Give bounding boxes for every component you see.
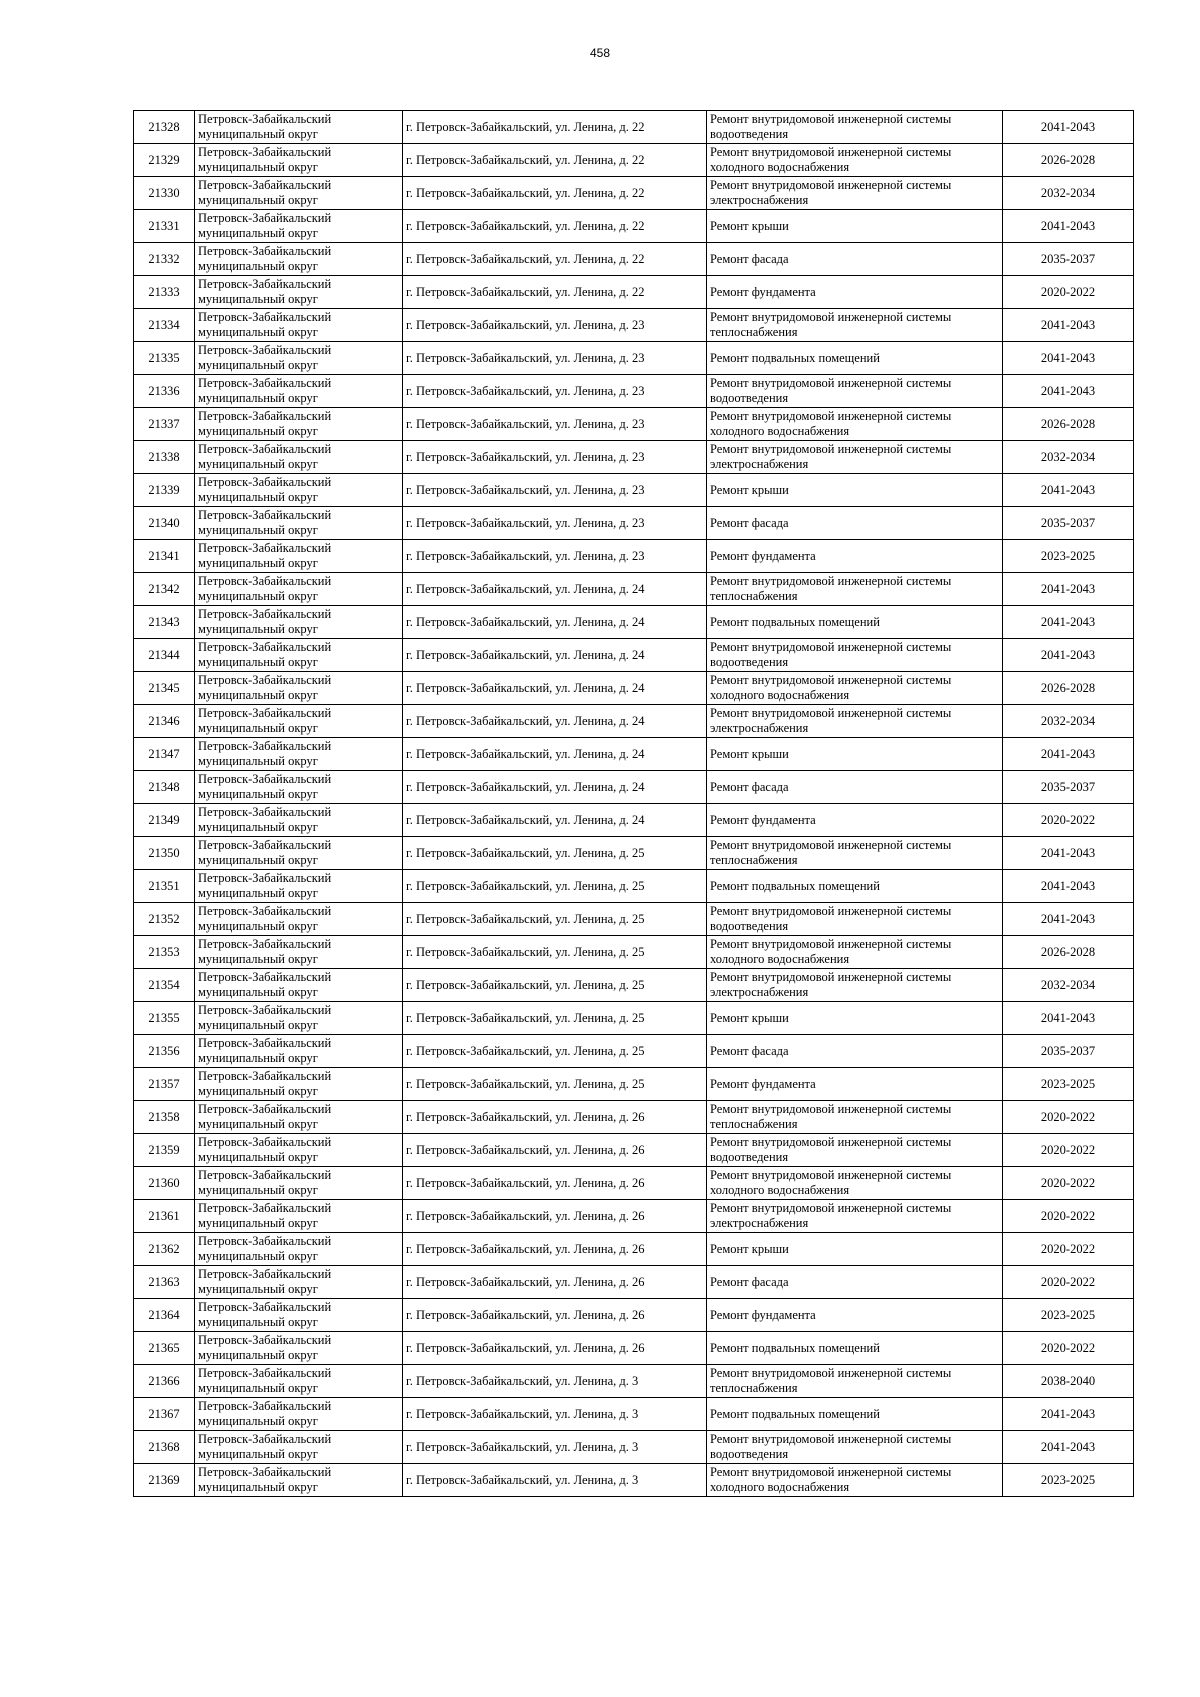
address-cell: г. Петровск-Забайкальский, ул. Ленина, д. 23 [403,441,707,474]
address-cell: г. Петровск-Забайкальский, ул. Ленина, д. 25 [403,936,707,969]
period-cell: 2020-2022 [1003,1233,1134,1266]
row-number: 21363 [134,1266,195,1299]
municipality-cell: Петровск-Забайкальский муниципальный округ [195,309,403,342]
work-type-cell: Ремонт внутридомовой инженерной системы теплоснабжения [707,309,1003,342]
table-body [134,111,1134,1497]
period-cell: 2020-2022 [1003,1200,1134,1233]
period-cell: 2041-2043 [1003,639,1134,672]
municipality-cell: Петровск-Забайкальский муниципальный округ [195,771,403,804]
municipality-cell: Петровск-Забайкальский муниципальный округ [195,606,403,639]
table-row [134,375,1134,408]
period-cell: 2041-2043 [1003,375,1134,408]
row-number: 21362 [134,1233,195,1266]
address-cell: г. Петровск-Забайкальский, ул. Ленина, д. 25 [403,1035,707,1068]
table-row [134,1398,1134,1431]
row-number: 21345 [134,672,195,705]
period-cell: 2026-2028 [1003,144,1134,177]
municipality-cell: Петровск-Забайкальский муниципальный округ [195,870,403,903]
table-row [134,672,1134,705]
work-type-cell: Ремонт крыши [707,738,1003,771]
period-cell: 2032-2034 [1003,441,1134,474]
row-number: 21356 [134,1035,195,1068]
row-number: 21369 [134,1464,195,1497]
table-row [134,1431,1134,1464]
period-cell: 2020-2022 [1003,1332,1134,1365]
municipality-cell: Петровск-Забайкальский муниципальный округ [195,441,403,474]
work-type-cell: Ремонт внутридомовой инженерной системы теплоснабжения [707,1365,1003,1398]
municipality-cell: Петровск-Забайкальский муниципальный округ [195,1398,403,1431]
address-cell: г. Петровск-Забайкальский, ул. Ленина, д. 25 [403,903,707,936]
period-cell: 2020-2022 [1003,1134,1134,1167]
table-row [134,1365,1134,1398]
work-type-cell: Ремонт подвальных помещений [707,606,1003,639]
period-cell: 2035-2037 [1003,771,1134,804]
row-number: 21367 [134,1398,195,1431]
table-row [134,771,1134,804]
table-row [134,1167,1134,1200]
period-cell: 2026-2028 [1003,408,1134,441]
period-cell: 2035-2037 [1003,243,1134,276]
period-cell: 2041-2043 [1003,738,1134,771]
work-type-cell: Ремонт фундамента [707,804,1003,837]
row-number: 21332 [134,243,195,276]
address-cell: г. Петровск-Забайкальский, ул. Ленина, д. 24 [403,573,707,606]
row-number: 21354 [134,969,195,1002]
address-cell: г. Петровск-Забайкальский, ул. Ленина, д. 24 [403,705,707,738]
table-row [134,243,1134,276]
municipality-cell: Петровск-Забайкальский муниципальный округ [195,474,403,507]
table-row [134,144,1134,177]
table-row [134,177,1134,210]
address-cell: г. Петровск-Забайкальский, ул. Ленина, д. 23 [403,375,707,408]
table-row [134,342,1134,375]
work-type-cell: Ремонт крыши [707,1002,1003,1035]
address-cell: г. Петровск-Забайкальский, ул. Ленина, д. 26 [403,1200,707,1233]
address-cell: г. Петровск-Забайкальский, ул. Ленина, д. 22 [403,177,707,210]
row-number: 21365 [134,1332,195,1365]
table-row [134,540,1134,573]
address-cell: г. Петровск-Забайкальский, ул. Ленина, д. 3 [403,1398,707,1431]
table-row [134,969,1134,1002]
period-cell: 2020-2022 [1003,276,1134,309]
row-number: 21330 [134,177,195,210]
work-type-cell: Ремонт фасада [707,507,1003,540]
table-row [134,474,1134,507]
row-number: 21358 [134,1101,195,1134]
table-row [134,573,1134,606]
period-cell: 2035-2037 [1003,507,1134,540]
row-number: 21335 [134,342,195,375]
address-cell: г. Петровск-Забайкальский, ул. Ленина, д. 24 [403,804,707,837]
address-cell: г. Петровск-Забайкальский, ул. Ленина, д. 22 [403,276,707,309]
period-cell: 2032-2034 [1003,969,1134,1002]
row-number: 21329 [134,144,195,177]
period-cell: 2041-2043 [1003,474,1134,507]
municipality-cell: Петровск-Забайкальский муниципальный округ [195,639,403,672]
row-number: 21364 [134,1299,195,1332]
work-type-cell: Ремонт внутридомовой инженерной системы теплоснабжения [707,837,1003,870]
work-type-cell: Ремонт внутридомовой инженерной системы холодного водоснабжения [707,408,1003,441]
table-row [134,1464,1134,1497]
row-number: 21350 [134,837,195,870]
work-type-cell: Ремонт внутридомовой инженерной системы водоотведения [707,639,1003,672]
work-type-cell: Ремонт внутридомовой инженерной системы водоотведения [707,375,1003,408]
municipality-cell: Петровск-Забайкальский муниципальный округ [195,144,403,177]
work-type-cell: Ремонт фасада [707,243,1003,276]
municipality-cell: Петровск-Забайкальский муниципальный округ [195,375,403,408]
row-number: 21360 [134,1167,195,1200]
address-cell: г. Петровск-Забайкальский, ул. Ленина, д. 26 [403,1101,707,1134]
municipality-cell: Петровск-Забайкальский муниципальный округ [195,1068,403,1101]
municipality-cell: Петровск-Забайкальский муниципальный округ [195,936,403,969]
row-number: 21344 [134,639,195,672]
address-cell: г. Петровск-Забайкальский, ул. Ленина, д. 24 [403,606,707,639]
table-row [134,1299,1134,1332]
work-type-cell: Ремонт фундамента [707,276,1003,309]
page-number: 458 [589,46,611,60]
work-type-cell: Ремонт внутридомовой инженерной системы холодного водоснабжения [707,672,1003,705]
work-type-cell: Ремонт подвальных помещений [707,1398,1003,1431]
table-row [134,1068,1134,1101]
municipality-cell: Петровск-Забайкальский муниципальный округ [195,177,403,210]
address-cell: г. Петровск-Забайкальский, ул. Ленина, д. 24 [403,738,707,771]
municipality-cell: Петровск-Забайкальский муниципальный округ [195,1299,403,1332]
row-number: 21351 [134,870,195,903]
row-number: 21355 [134,1002,195,1035]
row-number: 21349 [134,804,195,837]
address-cell: г. Петровск-Забайкальский, ул. Ленина, д. 3 [403,1365,707,1398]
period-cell: 2023-2025 [1003,540,1134,573]
table-row [134,804,1134,837]
table-row [134,111,1134,144]
municipality-cell: Петровск-Забайкальский муниципальный округ [195,903,403,936]
work-type-cell: Ремонт внутридомовой инженерной системы холодного водоснабжения [707,1167,1003,1200]
municipality-cell: Петровск-Забайкальский муниципальный округ [195,705,403,738]
work-type-cell: Ремонт внутридомовой инженерной системы электроснабжения [707,969,1003,1002]
municipality-cell: Петровск-Забайкальский муниципальный округ [195,1101,403,1134]
municipality-cell: Петровск-Забайкальский муниципальный округ [195,1200,403,1233]
municipality-cell: Петровск-Забайкальский муниципальный округ [195,1233,403,1266]
municipality-cell: Петровск-Забайкальский муниципальный округ [195,276,403,309]
address-cell: г. Петровск-Забайкальский, ул. Ленина, д. 23 [403,507,707,540]
address-cell: г. Петровск-Забайкальский, ул. Ленина, д. 22 [403,111,707,144]
address-cell: г. Петровск-Забайкальский, ул. Ленина, д. 23 [403,309,707,342]
row-number: 21353 [134,936,195,969]
address-cell: г. Петровск-Забайкальский, ул. Ленина, д. 23 [403,474,707,507]
work-type-cell: Ремонт внутридомовой инженерной системы электроснабжения [707,705,1003,738]
address-cell: г. Петровск-Забайкальский, ул. Ленина, д. 25 [403,1068,707,1101]
municipality-cell: Петровск-Забайкальский муниципальный округ [195,1332,403,1365]
row-number: 21343 [134,606,195,639]
work-type-cell: Ремонт внутридомовой инженерной системы электроснабжения [707,177,1003,210]
table-row [134,309,1134,342]
work-type-cell: Ремонт внутридомовой инженерной системы водоотведения [707,1431,1003,1464]
address-cell: г. Петровск-Забайкальский, ул. Ленина, д. 26 [403,1167,707,1200]
repair-schedule-table [133,110,1134,1497]
municipality-cell: Петровск-Забайкальский муниципальный округ [195,1134,403,1167]
address-cell: г. Петровск-Забайкальский, ул. Ленина, д. 26 [403,1299,707,1332]
table-row [134,1035,1134,1068]
period-cell: 2020-2022 [1003,1167,1134,1200]
period-cell: 2026-2028 [1003,672,1134,705]
period-cell: 2032-2034 [1003,177,1134,210]
table-row [134,1332,1134,1365]
table-row [134,441,1134,474]
address-cell: г. Петровск-Забайкальский, ул. Ленина, д. 23 [403,408,707,441]
address-cell: г. Петровск-Забайкальский, ул. Ленина, д. 22 [403,243,707,276]
row-number: 21328 [134,111,195,144]
period-cell: 2041-2043 [1003,1398,1134,1431]
period-cell: 2020-2022 [1003,804,1134,837]
row-number: 21348 [134,771,195,804]
address-cell: г. Петровск-Забайкальский, ул. Ленина, д. 24 [403,672,707,705]
address-cell: г. Петровск-Забайкальский, ул. Ленина, д. 23 [403,342,707,375]
row-number: 21334 [134,309,195,342]
row-number: 21340 [134,507,195,540]
table-row [134,606,1134,639]
row-number: 21338 [134,441,195,474]
row-number: 21336 [134,375,195,408]
work-type-cell: Ремонт подвальных помещений [707,870,1003,903]
address-cell: г. Петровск-Забайкальский, ул. Ленина, д. 24 [403,639,707,672]
table-row [134,1266,1134,1299]
period-cell: 2023-2025 [1003,1068,1134,1101]
address-cell: г. Петровск-Забайкальский, ул. Ленина, д. 25 [403,1002,707,1035]
table-row [134,870,1134,903]
work-type-cell: Ремонт внутридомовой инженерной системы холодного водоснабжения [707,936,1003,969]
period-cell: 2041-2043 [1003,111,1134,144]
table-row [134,705,1134,738]
municipality-cell: Петровск-Забайкальский муниципальный округ [195,1035,403,1068]
work-type-cell: Ремонт внутридомовой инженерной системы теплоснабжения [707,573,1003,606]
work-type-cell: Ремонт фасада [707,1035,1003,1068]
row-number: 21359 [134,1134,195,1167]
table-row [134,1200,1134,1233]
work-type-cell: Ремонт крыши [707,210,1003,243]
row-number: 21368 [134,1431,195,1464]
work-type-cell: Ремонт фундамента [707,540,1003,573]
municipality-cell: Петровск-Забайкальский муниципальный округ [195,342,403,375]
municipality-cell: Петровск-Забайкальский муниципальный округ [195,804,403,837]
period-cell: 2041-2043 [1003,342,1134,375]
period-cell: 2026-2028 [1003,936,1134,969]
municipality-cell: Петровск-Забайкальский муниципальный округ [195,111,403,144]
address-cell: г. Петровск-Забайкальский, ул. Ленина, д. 26 [403,1134,707,1167]
municipality-cell: Петровск-Забайкальский муниципальный округ [195,672,403,705]
municipality-cell: Петровск-Забайкальский муниципальный округ [195,837,403,870]
work-type-cell: Ремонт крыши [707,1233,1003,1266]
address-cell: г. Петровск-Забайкальский, ул. Ленина, д. 26 [403,1233,707,1266]
period-cell: 2023-2025 [1003,1464,1134,1497]
work-type-cell: Ремонт внутридомовой инженерной системы водоотведения [707,903,1003,936]
work-type-cell: Ремонт внутридомовой инженерной системы теплоснабжения [707,1101,1003,1134]
period-cell: 2041-2043 [1003,606,1134,639]
period-cell: 2020-2022 [1003,1101,1134,1134]
row-number: 21361 [134,1200,195,1233]
row-number: 21342 [134,573,195,606]
municipality-cell: Петровск-Забайкальский муниципальный округ [195,1365,403,1398]
municipality-cell: Петровск-Забайкальский муниципальный округ [195,408,403,441]
municipality-cell: Петровск-Забайкальский муниципальный округ [195,1431,403,1464]
row-number: 21346 [134,705,195,738]
municipality-cell: Петровск-Забайкальский муниципальный округ [195,1167,403,1200]
table-row [134,738,1134,771]
address-cell: г. Петровск-Забайкальский, ул. Ленина, д. 25 [403,969,707,1002]
work-type-cell: Ремонт внутридомовой инженерной системы водоотведения [707,111,1003,144]
address-cell: г. Петровск-Забайкальский, ул. Ленина, д. 22 [403,210,707,243]
municipality-cell: Петровск-Забайкальский муниципальный округ [195,738,403,771]
table-row [134,639,1134,672]
table-row [134,1002,1134,1035]
municipality-cell: Петровск-Забайкальский муниципальный округ [195,1002,403,1035]
work-type-cell: Ремонт внутридомовой инженерной системы водоотведения [707,1134,1003,1167]
period-cell: 2041-2043 [1003,309,1134,342]
period-cell: 2020-2022 [1003,1266,1134,1299]
work-type-cell: Ремонт крыши [707,474,1003,507]
address-cell: г. Петровск-Забайкальский, ул. Ленина, д. 26 [403,1332,707,1365]
row-number: 21339 [134,474,195,507]
work-type-cell: Ремонт фундамента [707,1068,1003,1101]
row-number: 21333 [134,276,195,309]
municipality-cell: Петровск-Забайкальский муниципальный округ [195,540,403,573]
municipality-cell: Петровск-Забайкальский муниципальный округ [195,210,403,243]
row-number: 21357 [134,1068,195,1101]
period-cell: 2041-2043 [1003,1002,1134,1035]
address-cell: г. Петровск-Забайкальский, ул. Ленина, д. 3 [403,1464,707,1497]
period-cell: 2032-2034 [1003,705,1134,738]
row-number: 21352 [134,903,195,936]
address-cell: г. Петровск-Забайкальский, ул. Ленина, д. 3 [403,1431,707,1464]
table-row [134,936,1134,969]
period-cell: 2041-2043 [1003,210,1134,243]
row-number: 21366 [134,1365,195,1398]
work-type-cell: Ремонт внутридомовой инженерной системы электроснабжения [707,1200,1003,1233]
period-cell: 2041-2043 [1003,870,1134,903]
work-type-cell: Ремонт фасада [707,771,1003,804]
row-number: 21337 [134,408,195,441]
municipality-cell: Петровск-Забайкальский муниципальный округ [195,573,403,606]
work-type-cell: Ремонт фасада [707,1266,1003,1299]
row-number: 21341 [134,540,195,573]
work-type-cell: Ремонт подвальных помещений [707,342,1003,375]
table-row [134,1233,1134,1266]
period-cell: 2041-2043 [1003,903,1134,936]
table-row [134,408,1134,441]
municipality-cell: Петровск-Забайкальский муниципальный округ [195,969,403,1002]
address-cell: г. Петровск-Забайкальский, ул. Ленина, д. 26 [403,1266,707,1299]
row-number: 21331 [134,210,195,243]
table-row [134,1101,1134,1134]
address-cell: г. Петровск-Забайкальский, ул. Ленина, д. 24 [403,771,707,804]
period-cell: 2041-2043 [1003,837,1134,870]
table-row [134,1134,1134,1167]
address-cell: г. Петровск-Забайкальский, ул. Ленина, д. 25 [403,837,707,870]
period-cell: 2041-2043 [1003,1431,1134,1464]
table-row [134,837,1134,870]
municipality-cell: Петровск-Забайкальский муниципальный округ [195,243,403,276]
work-type-cell: Ремонт внутридомовой инженерной системы холодного водоснабжения [707,1464,1003,1497]
municipality-cell: Петровск-Забайкальский муниципальный округ [195,1464,403,1497]
period-cell: 2023-2025 [1003,1299,1134,1332]
table-row [134,276,1134,309]
period-cell: 2038-2040 [1003,1365,1134,1398]
work-type-cell: Ремонт подвальных помещений [707,1332,1003,1365]
work-type-cell: Ремонт внутридомовой инженерной системы электроснабжения [707,441,1003,474]
table-row [134,507,1134,540]
address-cell: г. Петровск-Забайкальский, ул. Ленина, д. 23 [403,540,707,573]
table-row [134,210,1134,243]
municipality-cell: Петровск-Забайкальский муниципальный округ [195,507,403,540]
work-type-cell: Ремонт фундамента [707,1299,1003,1332]
address-cell: г. Петровск-Забайкальский, ул. Ленина, д. 22 [403,144,707,177]
period-cell: 2041-2043 [1003,573,1134,606]
table-row [134,903,1134,936]
work-type-cell: Ремонт внутридомовой инженерной системы холодного водоснабжения [707,144,1003,177]
row-number: 21347 [134,738,195,771]
period-cell: 2035-2037 [1003,1035,1134,1068]
municipality-cell: Петровск-Забайкальский муниципальный округ [195,1266,403,1299]
address-cell: г. Петровск-Забайкальский, ул. Ленина, д. 25 [403,870,707,903]
